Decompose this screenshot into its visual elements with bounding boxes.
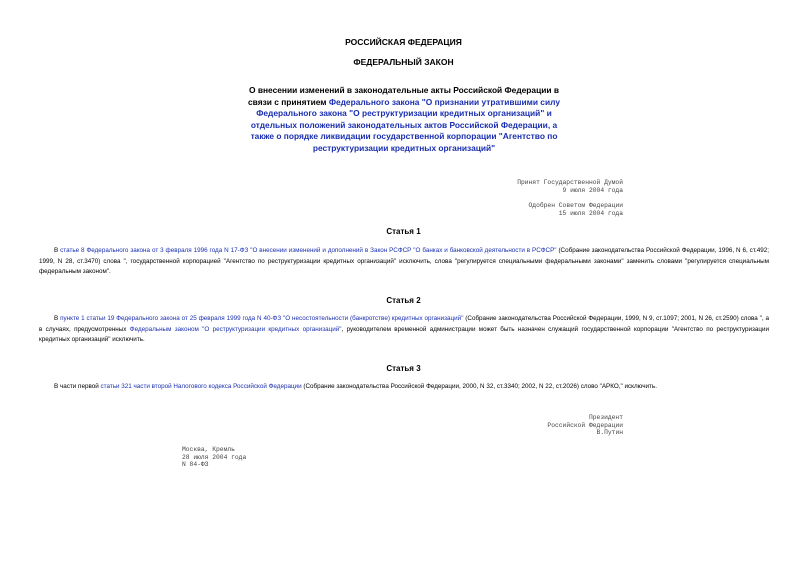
article-2-pre: В bbox=[54, 315, 61, 322]
article-3-heading: Статья 3 bbox=[386, 364, 421, 373]
article-3-pre: В части первой bbox=[54, 383, 101, 390]
duma-adoption bbox=[517, 179, 623, 194]
signature-role: Президент bbox=[588, 414, 623, 421]
signature-block bbox=[547, 414, 623, 437]
place-date-block bbox=[182, 446, 246, 469]
council-approval bbox=[529, 202, 623, 217]
signature-country: Российской Федерации bbox=[547, 421, 623, 429]
article-2-link-2[interactable]: Федеральным законом "О реструктуризации кредитных организаций" bbox=[129, 325, 342, 333]
council-date: 15 июля 2004 года bbox=[558, 209, 623, 217]
place-date: 28 июля 2004 года bbox=[182, 453, 247, 461]
duma-date: 9 июля 2004 года bbox=[562, 186, 623, 194]
article-2-link-1[interactable]: пункте 1 статьи 19 Федерального закона от 25 февраля 1999 года N 40-ФЗ "О несостоятельности (банкротстве) кредитных организаций" bbox=[60, 315, 464, 322]
article-2-body-1: (Собрание законодательства Российской Федерации, 1999, N 9, ст.1097; 2001, N 26, ст.2590) слова ", а в случаях, предусмотренных bbox=[39, 315, 769, 333]
law-type-heading: ФЕДЕРАЛЬНЫЙ ЗАКОН bbox=[353, 57, 454, 67]
article-2-body-2: , руководителем временной администрации может быть назначен служащий государственной корпорации "Агентство по реструктуризации кредитных организаций" исключить. bbox=[39, 325, 769, 344]
article-1-heading: Статья 1 bbox=[386, 227, 421, 236]
place-city: Москва, Кремль bbox=[182, 446, 235, 453]
signature-name: В.Путин bbox=[596, 429, 623, 437]
article-1-body: (Собрание законодательства Российской Федерации, 1996, N 6, ст.492; 1999, N 28, ст.3470) слова ", государственной корпорацией "Агентство по реструктуризации кредитных организаций" исключить, слова "регулируется специальными федеральными законами" заменить словами "регулируется специальным федеральным законом". bbox=[39, 247, 770, 276]
article-1-pre: В bbox=[54, 247, 61, 254]
law-title-link[interactable]: Федерального закона "О признании утратившими силу Федерального закона "О реструктуризации кредитных организаций" и отдельных положений законодательных актов Российской Федерации, а также о порядке ликвидации государственной корпорации "Агентство по реструктуризации кредитных организаций" bbox=[250, 96, 560, 153]
article-3-text bbox=[39, 382, 769, 393]
article-3-link[interactable]: статьи 321 части второй Налогового кодекса Российской Федерации bbox=[100, 383, 302, 390]
duma-label: Принят Государственной Думой bbox=[517, 179, 623, 186]
article-2-text bbox=[39, 314, 769, 346]
law-title bbox=[243, 85, 565, 155]
council-label: Одобрен Советом Федерации bbox=[528, 202, 623, 209]
law-number: N 84-ФЗ bbox=[182, 461, 209, 469]
article-3-body: (Собрание законодательства Российской Федерации, 2000, N 32, ст.3340; 2002, N 22, ст.2026) слово "АРКО," исключить. bbox=[301, 383, 657, 390]
country-heading: РОССИЙСКАЯ ФЕДЕРАЦИЯ bbox=[345, 37, 462, 47]
law-title-text: О внесении изменений в законодательные акты Российской Федерации в связи с принятием bbox=[248, 85, 560, 107]
article-1-link[interactable]: статье 8 Федерального закона от 3 февраля 1996 года N 17-ФЗ "О внесении изменений и дополнений в Закон РСФСР "О банках и банковской деятельности в РСФСР" bbox=[60, 247, 557, 254]
article-2-heading: Статья 2 bbox=[386, 296, 421, 305]
article-1-text bbox=[39, 246, 769, 278]
